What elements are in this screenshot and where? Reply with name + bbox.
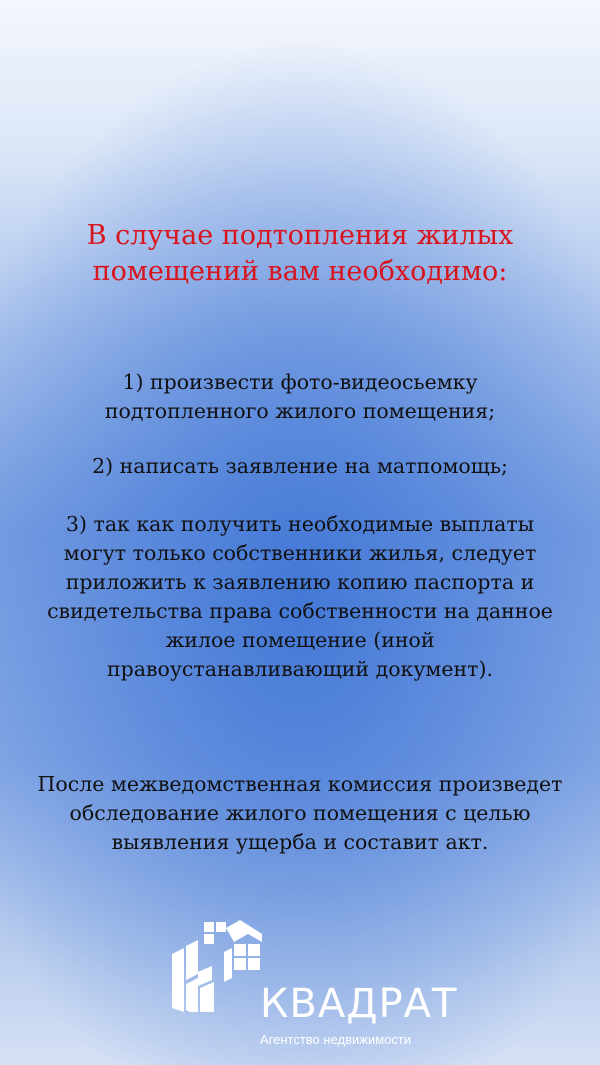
title-line: В случае подтопления жилых [86,220,514,251]
step-line: 2) написать заявление на матпомощь; [92,454,508,478]
brand-logo [168,912,458,1057]
step-1 [0,368,600,426]
house-squares-logo-icon [168,912,268,1012]
step-line: 3) так как получить необходимые выплаты [65,512,535,536]
title-line: помещений вам необходимо: [92,256,508,287]
page-title [0,218,600,290]
step-2 [0,452,600,481]
note-line: обследование жилого помещения с целью [69,801,531,825]
step-line: 1) произвести фото-видеосьемку [122,370,478,394]
note-line: выявления ущерба и составит акт. [111,830,489,854]
step-line: приложить к заявлению копию паспорта и [65,570,535,594]
step-3 [0,510,600,684]
brand-name: КВАДРАТ [260,981,458,1027]
step-line: свидетельства права собственности на данное [47,599,553,623]
step-line: подтопленного жилого помещения; [104,399,496,423]
step-line: жилое помещение (иной [165,628,435,652]
note-line: После межведомственная комиссия произведет [37,772,563,796]
step-line: могут только собственники жилья, следует [63,541,537,565]
brand-subtitle: Агентство недвижимости [260,1032,412,1047]
after-note [0,770,600,857]
step-line: правоустанавливающий документ). [106,657,494,681]
